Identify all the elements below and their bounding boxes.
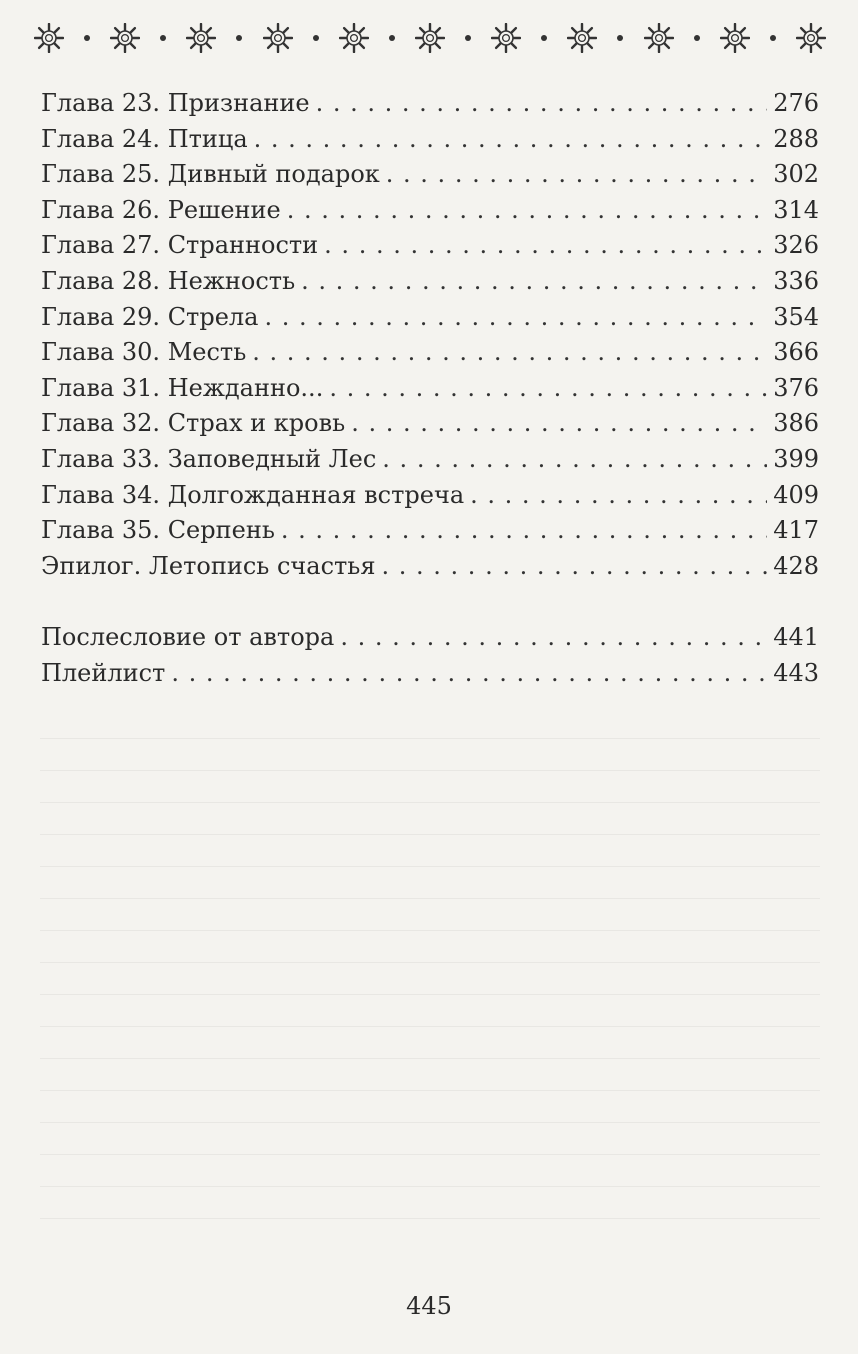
toc-entry: [41, 193, 819, 229]
dot-leader: [316, 86, 768, 122]
sun-ornament-icon: [415, 23, 445, 53]
dot-separator-icon: [617, 35, 623, 41]
dot-leader: [382, 549, 768, 585]
toc-entry-title: Глава 32. Страх и кровь: [41, 409, 346, 438]
dot-leader: [287, 193, 767, 229]
toc-entry-page: 276: [773, 89, 819, 117]
sun-ornament-icon: [339, 23, 369, 53]
dot-leader: [252, 335, 767, 371]
toc-entry-page: 443: [773, 658, 819, 687]
dot-leader: [324, 228, 767, 264]
dot-leader: [254, 122, 768, 158]
toc-entry-title: Глава 24. Птица: [41, 124, 248, 153]
dot-leader: [329, 371, 767, 407]
toc-entry-page: 399: [773, 444, 819, 473]
toc-entry-title: Глава 23. Признание: [41, 89, 310, 117]
toc-entry-title: Послесловие от автора: [41, 622, 335, 651]
toc-entry-title: Глава 25. Дивный подарок: [41, 160, 380, 189]
sun-ornament-icon: [491, 23, 521, 53]
toc-entry-page: 302: [773, 160, 819, 189]
toc-entry-page: 366: [773, 338, 819, 367]
bleed-through-texture: [40, 720, 820, 1240]
toc-entry-title: Плейлист: [41, 658, 166, 687]
toc-entry: [41, 157, 819, 193]
toc-entry: [41, 228, 819, 264]
toc-entry-page: 288: [773, 124, 819, 153]
toc-entry-page: 441: [773, 622, 819, 651]
sun-ornament-icon: [720, 23, 750, 53]
toc-entry-title: Глава 34. Долгожданная встреча: [41, 480, 465, 509]
toc-entry: [41, 406, 819, 442]
toc-entry-title: Глава 35. Серпень: [41, 516, 275, 545]
toc-entry: [41, 549, 819, 585]
toc-entry-page: 386: [773, 409, 819, 438]
dot-leader: [351, 406, 767, 442]
toc-entry-title: Глава 27. Странности: [41, 231, 319, 260]
dot-separator-icon: [236, 35, 242, 41]
dot-separator-icon: [389, 35, 395, 41]
sun-ornament-icon: [567, 23, 597, 53]
dot-leader: [386, 157, 767, 193]
dot-separator-icon: [160, 35, 166, 41]
sun-ornament-icon: [186, 23, 216, 53]
sun-ornament-icon: [644, 23, 674, 53]
dot-leader: [382, 442, 767, 478]
dot-leader: [340, 620, 767, 656]
dot-separator-icon: [84, 35, 90, 41]
sun-ornament-icon: [796, 23, 826, 53]
toc-entry: [41, 656, 819, 692]
toc-entry: [41, 335, 819, 371]
dot-separator-icon: [465, 35, 471, 41]
toc-entry-page: 314: [773, 195, 819, 224]
sun-ornament-icon: [34, 23, 64, 53]
dot-separator-icon: [770, 35, 776, 41]
toc-entry-title: Глава 31. Нежданно...: [41, 373, 324, 402]
toc-entry: [41, 86, 819, 122]
toc-entry-title: Глава 33. Заповедный Лес: [41, 444, 377, 473]
toc-entry-page: 376: [773, 373, 819, 402]
toc-entry: [41, 264, 819, 300]
toc-entry: [41, 122, 819, 158]
dot-leader: [171, 656, 767, 692]
toc-entry: [41, 442, 819, 478]
page-number: 445: [406, 1292, 452, 1320]
sun-ornament-icon: [263, 23, 293, 53]
dot-leader: [264, 300, 767, 336]
header-ornament-row: [34, 20, 826, 56]
toc-entry: [41, 620, 819, 656]
dot-separator-icon: [541, 35, 547, 41]
dot-leader: [301, 264, 767, 300]
toc-entry-page: 354: [773, 302, 819, 331]
toc-entry-page: 326: [773, 231, 819, 260]
dot-leader: [281, 513, 767, 549]
toc-entry-page: 417: [773, 516, 819, 545]
sun-ornament-icon: [110, 23, 140, 53]
toc-entry-title: Глава 30. Месть: [41, 338, 247, 367]
toc-entry-page: 336: [773, 266, 819, 295]
dot-separator-icon: [313, 35, 319, 41]
table-of-contents: [41, 86, 819, 691]
toc-entry: [41, 478, 819, 514]
toc-entry-page: 428: [773, 551, 819, 580]
toc-entry-title: Глава 29. Стрела: [41, 302, 259, 331]
toc-entry-page: 409: [773, 480, 819, 509]
dot-separator-icon: [694, 35, 700, 41]
toc-entry-title: Глава 26. Решение: [41, 195, 281, 224]
toc-entry: [41, 513, 819, 549]
toc-entry-title: Глава 28. Нежность: [41, 266, 296, 295]
toc-entry: [41, 371, 819, 407]
dot-leader: [470, 478, 767, 514]
toc-entry: [41, 300, 819, 336]
toc-entry-title: Эпилог. Летопись счастья: [41, 551, 376, 580]
